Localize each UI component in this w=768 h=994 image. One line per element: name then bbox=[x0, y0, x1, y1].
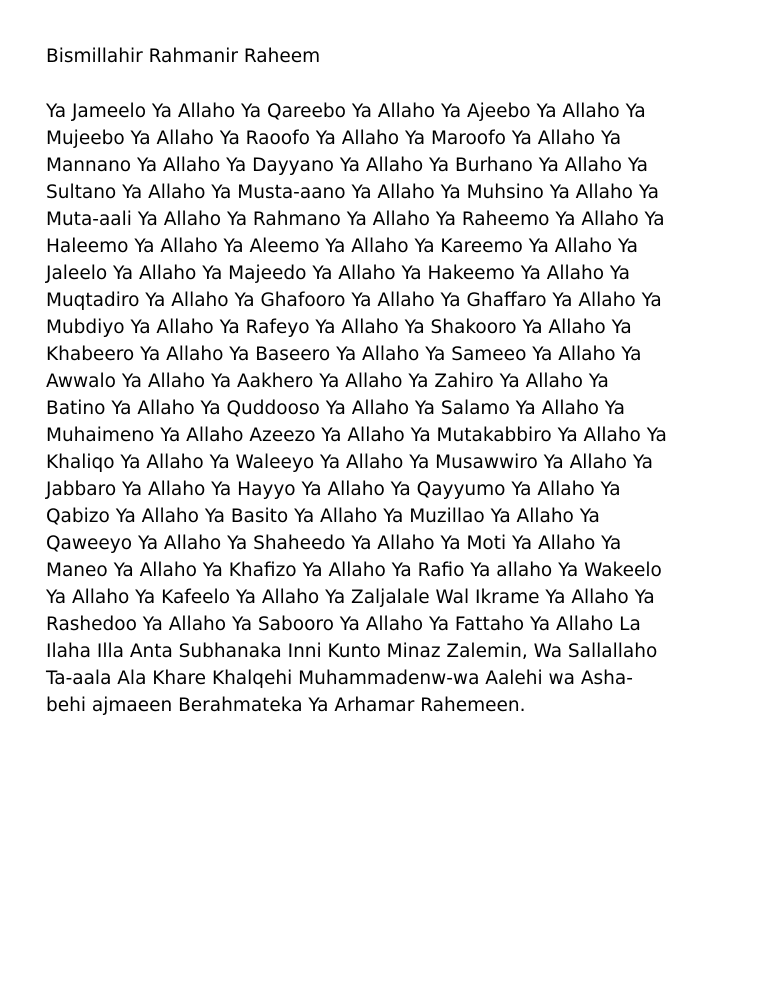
text-line: Khaliqo Ya Allaho Ya Waleeyo Ya Allaho Ya Musawwiro Ya Allaho Ya bbox=[46, 452, 653, 473]
text-line: Qaweeyo Ya Allaho Ya Shaheedo Ya Allaho Ya Moti Ya Allaho Ya bbox=[46, 533, 622, 554]
text-line: behi ajmaeen Berahmateka Ya Arhamar Rahemeen. bbox=[46, 695, 526, 716]
text-line: Awwalo Ya Allaho Ya Aakhero Ya Allaho Ya Zahiro Ya Allaho Ya bbox=[46, 371, 609, 392]
text-line: Ilaha Illa Anta Subhanaka Inni Kunto Minaz Zalemin, Wa Sallallaho bbox=[46, 641, 658, 662]
text-line: Rashedoo Ya Allaho Ya Sabooro Ya Allaho Ya Fattaho Ya Allaho La bbox=[46, 614, 641, 635]
document-body bbox=[46, 98, 736, 719]
text-line: Batino Ya Allaho Ya Quddooso Ya Allaho Ya Salamo Ya Allaho Ya bbox=[46, 398, 625, 419]
text-line: Sultano Ya Allaho Ya Musta-aano Ya Allaho Ya Muhsino Ya Allaho Ya bbox=[46, 182, 659, 203]
text-line: Muqtadiro Ya Allaho Ya Ghafooro Ya Allaho Ya Ghaffaro Ya Allaho Ya bbox=[46, 290, 662, 311]
text-line: Mannano Ya Allaho Ya Dayyano Ya Allaho Ya Burhano Ya Allaho Ya bbox=[46, 155, 648, 176]
text-line: Mubdiyo Ya Allaho Ya Rafeyo Ya Allaho Ya Shakooro Ya Allaho Ya bbox=[46, 317, 632, 338]
text-line: Qabizo Ya Allaho Ya Basito Ya Allaho Ya Muzillao Ya Allaho Ya bbox=[46, 506, 600, 527]
document-content bbox=[46, 44, 736, 719]
text-line: Muta-aali Ya Allaho Ya Rahmano Ya Allaho Ya Raheemo Ya Allaho Ya bbox=[46, 209, 665, 230]
paragraph-spacer bbox=[46, 70, 736, 98]
text-line: Ya Allaho Ya Kafeelo Ya Allaho Ya Zaljalale Wal Ikrame Ya Allaho Ya bbox=[46, 587, 655, 608]
text-line: Haleemo Ya Allaho Ya Aleemo Ya Allaho Ya Kareemo Ya Allaho Ya bbox=[46, 236, 639, 257]
text-line: Jabbaro Ya Allaho Ya Hayyo Ya Allaho Ya Qayyumo Ya Allaho Ya bbox=[46, 479, 621, 500]
document-title: Bismillahir Rahmanir Raheem bbox=[46, 46, 321, 67]
text-line: Ta-aala Ala Khare Khalqehi Muhammadenw-wa Aalehi wa Asha- bbox=[46, 668, 633, 689]
text-line: Jaleelo Ya Allaho Ya Majeedo Ya Allaho Ya Hakeemo Ya Allaho Ya bbox=[46, 263, 630, 284]
text-line: Maneo Ya Allaho Ya Khafizo Ya Allaho Ya Rafio Ya allaho Ya Wakeelo bbox=[46, 560, 662, 581]
text-line: Khabeero Ya Allaho Ya Baseero Ya Allaho Ya Sameeo Ya Allaho Ya bbox=[46, 344, 642, 365]
text-line: Mujeebo Ya Allaho Ya Raoofo Ya Allaho Ya Maroofo Ya Allaho Ya bbox=[46, 128, 622, 149]
text-line: Ya Jameelo Ya Allaho Ya Qareebo Ya Allaho Ya Ajeebo Ya Allaho Ya bbox=[46, 101, 646, 122]
text-line: Muhaimeno Ya Allaho Azeezo Ya Allaho Ya Mutakabbiro Ya Allaho Ya bbox=[46, 425, 667, 446]
